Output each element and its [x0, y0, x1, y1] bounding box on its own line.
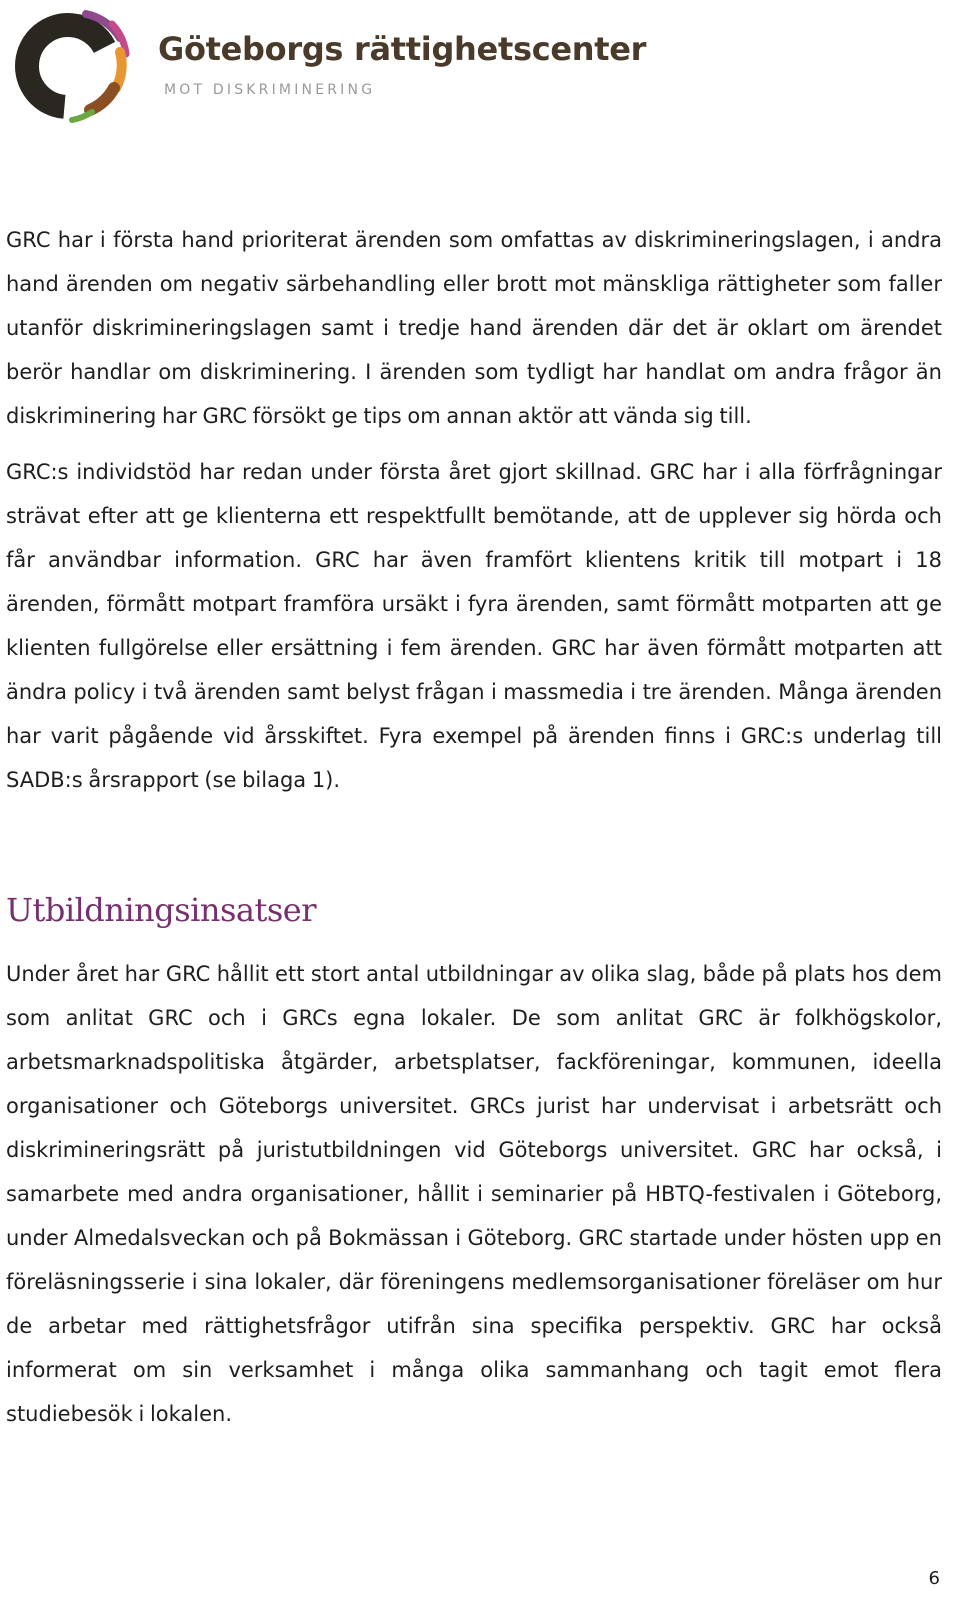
- document-header: [8, 4, 647, 128]
- document-body: [6, 218, 942, 1436]
- page-number: 6: [928, 1568, 940, 1589]
- organization-name: Göteborgs rättighetscenter: [158, 30, 647, 68]
- paragraph-case-priorities: GRC har i första hand prioriterat ärenden som omfattas av diskrimineringslagen, i andra hand ärenden om negativ särbehandling eller brott mot mänskliga rättigheter som faller utanför diskrimineringslagen samt i tredje hand ärenden där det är oklart om ärendet berör handlar om diskriminering. I ärenden som tydligt har handlat om andra frågor än diskriminering har GRC försökt ge tips om annan aktör att vända sig till.: [6, 228, 942, 428]
- section-heading-education: Utbildningsinsatser: [6, 891, 316, 929]
- paragraph-individual-support: GRC:s individstöd har redan under första året gjort skillnad. GRC har i alla förfrågningar strävat efter att ge klienterna ett respektfullt bemötande, att de upplever sig hörda och får användbar information. GRC har även framfört klientens kritik till motpart i 18 ärenden, förmått motpart framföra ursäkt i fyra ärenden, samt förmått motparten att ge klienten fullgörelse eller ersättning i fem ärenden. GRC har även förmått motparten att ändra policy i två ärenden samt belyst frågan i massmedia i tre ärenden. Många ärenden har varit pågående vid årsskiftet. Fyra exempel på ärenden finns i GRC:s underlag till SADB:s årsrapport (se bilaga 1).: [6, 460, 942, 792]
- paragraph-education-efforts: Under året har GRC hållit ett stort antal utbildningar av olika slag, både på plats hos dem som anlitat GRC och i GRCs egna lokaler. De som anlitat GRC är folkhögskolor, arbetsmarknadspolitiska åtgärder, arbetsplatser, fackföreningar, kommunen, ideella organisationer och Göteborgs universitet. GRCs jurist har undervisat i arbetsrätt och diskrimineringsrätt på juristutbildningen vid Göteborgs universitet. GRC har också, i samarbete med andra organisationer, hållit i seminarier på HBTQ-festivalen i Göteborg, under Almedalsveckan och på Bokmässan i Göteborg. GRC startade under hösten upp en föreläsningsserie i sina lokaler, där föreningens medlemsorganisationer föreläser om hur de arbetar med rättighetsfrågor utifrån sina specifika perspektiv. GRC har också informerat om sin verksamhet i många olika sammanhang och tagit emot flera studiebesök i lokalen.: [6, 962, 942, 1426]
- grc-logo-icon: [8, 4, 136, 128]
- organization-tagline: MOT DISKRIMINERING: [164, 82, 376, 98]
